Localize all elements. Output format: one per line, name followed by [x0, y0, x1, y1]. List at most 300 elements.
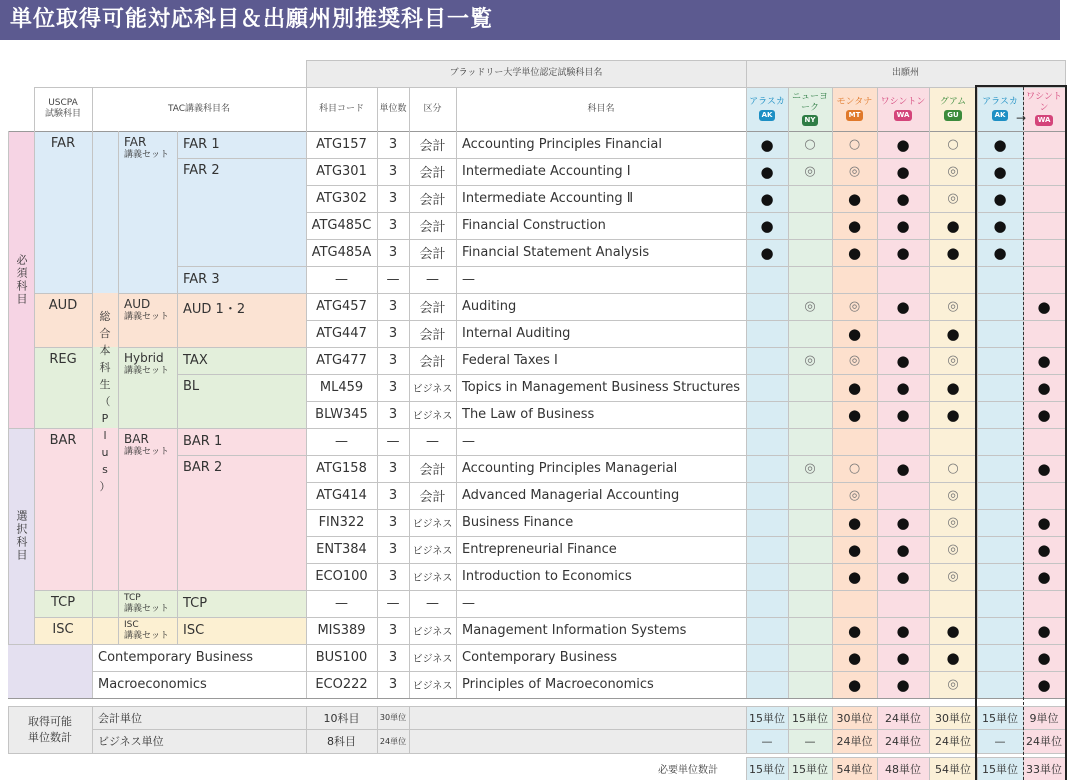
course-credits-text: 3	[388, 299, 398, 314]
mark-symbol: ●	[847, 540, 862, 559]
mark-symbol: ◎	[848, 299, 861, 314]
mark-ny	[788, 563, 832, 590]
state-header-wa	[877, 87, 929, 131]
required-value: 54単位	[935, 762, 971, 776]
exam-bar-label: BAR	[49, 433, 77, 448]
mark-wa	[877, 401, 929, 428]
state-badge: GU	[944, 110, 961, 121]
mark-ny	[788, 347, 832, 374]
course-name-text: Intermediate Accounting Ⅱ	[462, 191, 634, 206]
mark-wa	[1023, 644, 1065, 671]
mark-ak	[746, 428, 788, 455]
mark-wa	[1023, 185, 1065, 212]
exam-tcp	[34, 590, 92, 617]
course-name-text: Federal Taxes I	[462, 353, 558, 368]
mark-ak	[746, 563, 788, 590]
sogo-char: u	[101, 445, 109, 459]
header-tac	[92, 87, 306, 131]
course-category	[409, 131, 456, 158]
mark-ak	[977, 347, 1023, 374]
mark-gu	[929, 320, 977, 347]
mark-ny	[788, 590, 832, 617]
mark-gu	[929, 536, 977, 563]
mark-mt	[832, 671, 877, 698]
course-category-text: 会計	[419, 490, 446, 505]
course-name-text: Principles of Macroeconomics	[462, 677, 654, 692]
summary-value: 9単位	[1029, 711, 1059, 725]
summary-value: 24単位	[935, 735, 971, 748]
tac-tcp	[177, 590, 306, 617]
set-isc	[118, 617, 177, 644]
mark-ak	[746, 671, 788, 698]
mark-ny	[788, 374, 832, 401]
mark-wa	[877, 320, 929, 347]
course-credits	[377, 671, 409, 698]
course-name	[456, 293, 746, 320]
course-category-text: ビジネス	[412, 384, 453, 395]
course-credits	[377, 131, 409, 158]
tac-aud12-label: AUD 1・2	[183, 302, 246, 317]
mark-wa	[877, 374, 929, 401]
mark-gu	[929, 293, 977, 320]
course-category	[409, 266, 456, 293]
mark-ny	[788, 536, 832, 563]
course-credits	[377, 374, 409, 401]
mark-gu	[929, 374, 977, 401]
mark-symbol: ●	[946, 648, 960, 667]
mark-mt	[832, 509, 877, 536]
course-code	[306, 482, 377, 509]
mark-symbol: ●	[847, 243, 862, 262]
mark-wa	[1023, 239, 1065, 266]
course-credits	[377, 320, 409, 347]
course-credits-text: 3	[388, 488, 398, 503]
mark-symbol: ◎	[947, 191, 959, 206]
set-aud-name: AUD	[124, 297, 151, 311]
mark-symbol: ●	[1037, 405, 1051, 424]
course-name-text: Accounting Principles Managerial	[462, 461, 678, 476]
course-code-text: ATG485A	[311, 245, 372, 260]
mark-symbol: ●	[896, 459, 910, 478]
mark-symbol: ●	[896, 513, 910, 532]
course-category	[409, 239, 456, 266]
mark-wa	[877, 428, 929, 455]
mark-wa	[877, 266, 929, 293]
mark-ny	[788, 212, 832, 239]
course-category-text: ビジネス	[412, 411, 453, 422]
mark-gu	[929, 266, 977, 293]
mark-wa	[1023, 509, 1065, 536]
mark-mt	[832, 374, 877, 401]
summary-business-blank	[409, 729, 746, 753]
state-name: アラスカ	[749, 97, 785, 108]
mark-symbol: ●	[896, 351, 910, 370]
mark-symbol: ◎	[947, 569, 959, 584]
summary-accounting-wa	[877, 706, 929, 729]
mark-symbol: ◎	[947, 677, 959, 692]
course-category-text: ビジネス	[412, 519, 453, 530]
mark-symbol: ●	[993, 216, 1007, 235]
course-credits-text: 3	[388, 326, 398, 341]
sogo-char: ）	[99, 479, 111, 493]
course-code	[306, 293, 377, 320]
course-code	[306, 590, 377, 617]
course-category-text: ビジネス	[412, 681, 453, 692]
course-code-text: ATG447	[316, 326, 367, 341]
course-credits-text: 3	[388, 353, 398, 368]
course-credits-text: 3	[388, 650, 398, 665]
mark-symbol: ◎	[804, 299, 816, 314]
mark-symbol: ●	[1037, 513, 1051, 532]
course-category-text: —	[426, 434, 439, 449]
course-code-text: MIS389	[317, 623, 366, 638]
mark-mt	[832, 563, 877, 590]
mark-symbol: ○	[848, 137, 861, 152]
mark-ak	[977, 671, 1023, 698]
mark-gu	[929, 131, 977, 158]
tac-contemporary-label: Contemporary Business	[98, 650, 254, 665]
sogo-char: 生	[99, 377, 111, 391]
summary-count-text: 8科目	[327, 735, 356, 748]
mark-ak	[746, 347, 788, 374]
mark-ny	[788, 482, 832, 509]
course-name	[456, 644, 746, 671]
mark-symbol: ●	[946, 378, 960, 397]
mark-symbol: ●	[896, 648, 910, 667]
mark-gu	[929, 185, 977, 212]
mark-wa	[1023, 590, 1065, 617]
set-isc-name: ISC	[124, 620, 139, 631]
mark-symbol: ●	[847, 216, 862, 235]
tac-bar2	[177, 455, 306, 590]
mark-ak	[977, 158, 1023, 185]
required-value: 15単位	[982, 762, 1018, 776]
course-credits-text: 3	[388, 245, 398, 260]
mark-ak	[977, 482, 1023, 509]
mark-ny	[788, 401, 832, 428]
mark-symbol: ●	[993, 189, 1007, 208]
mark-symbol: ●	[896, 405, 910, 424]
course-code-text: BLW345	[315, 407, 368, 422]
set-far-suffix: 講義セット	[124, 149, 170, 160]
summary-business-count	[306, 729, 377, 753]
mark-wa	[877, 293, 929, 320]
mark-ak	[977, 266, 1023, 293]
mark-symbol: ●	[760, 162, 774, 181]
summary-business-label	[92, 729, 306, 753]
course-code	[306, 239, 377, 266]
course-category-text: 会計	[419, 220, 446, 235]
mark-symbol: ●	[847, 378, 862, 397]
mark-ak	[977, 293, 1023, 320]
summary-value: 30単位	[836, 711, 873, 725]
mark-mt	[832, 212, 877, 239]
course-category	[409, 158, 456, 185]
mark-symbol: ●	[760, 243, 774, 262]
course-credits	[377, 185, 409, 212]
course-category	[409, 671, 456, 698]
mark-ak	[746, 212, 788, 239]
mark-gu	[929, 347, 977, 374]
sogo-honkasei	[92, 293, 118, 509]
mark-ny	[788, 428, 832, 455]
state-name: モンタナ	[836, 97, 873, 108]
course-name	[456, 131, 746, 158]
required-label-text: 必要単位数計	[658, 765, 718, 776]
mark-symbol: ◎	[804, 353, 816, 368]
mark-symbol: ●	[896, 243, 910, 262]
mark-ak	[977, 185, 1023, 212]
mark-symbol: ◎	[947, 488, 959, 503]
mark-ak	[746, 239, 788, 266]
mark-symbol: ●	[896, 189, 910, 208]
mark-symbol: ◎	[848, 353, 861, 368]
mark-symbol: ●	[1037, 675, 1051, 694]
course-credits-text: 3	[388, 191, 398, 206]
group-other	[8, 644, 92, 698]
mark-gu	[929, 644, 977, 671]
course-category-text: 会計	[419, 301, 446, 316]
course-code	[306, 563, 377, 590]
mark-ak	[977, 590, 1023, 617]
mark-wa	[1023, 374, 1065, 401]
mark-symbol: ●	[760, 135, 774, 154]
mark-ak	[977, 509, 1023, 536]
tac-macro-label: Macroeconomics	[98, 677, 207, 692]
course-category	[409, 455, 456, 482]
course-name	[456, 185, 746, 212]
course-code	[306, 455, 377, 482]
course-name-text: —	[462, 596, 475, 611]
mark-gu	[929, 212, 977, 239]
mark-symbol: ●	[1037, 459, 1051, 478]
course-code-text: ECO100	[315, 569, 368, 584]
mark-ak	[746, 374, 788, 401]
mark-symbol: ◎	[848, 164, 861, 179]
course-credits	[377, 239, 409, 266]
mark-symbol: ●	[1037, 540, 1051, 559]
mark-ak	[977, 212, 1023, 239]
set-reg	[118, 347, 177, 428]
summary-value: —	[994, 734, 1006, 748]
summary-business-units	[377, 729, 409, 753]
course-credits-text: 3	[388, 677, 398, 692]
state-name: ワシントン	[880, 97, 926, 108]
mark-mt	[832, 482, 877, 509]
mark-mt	[832, 428, 877, 455]
course-name	[456, 212, 746, 239]
course-name-text: Auditing	[462, 299, 517, 314]
required-wa	[1023, 757, 1065, 780]
mark-symbol: ●	[1037, 378, 1051, 397]
mark-symbol: ●	[946, 243, 960, 262]
summary-value: 24単位	[1026, 735, 1062, 748]
tac-bl-label: BL	[183, 379, 200, 394]
mark-symbol: ●	[847, 513, 862, 532]
course-code	[306, 185, 377, 212]
sogo-band-far	[92, 131, 118, 293]
summary-value: 15単位	[792, 711, 828, 725]
course-credits-text: —	[386, 434, 400, 449]
header-uscpa	[34, 87, 92, 131]
course-code-text: ATG158	[316, 461, 367, 476]
exam-far	[34, 131, 92, 293]
mark-gu	[929, 401, 977, 428]
mark-mt	[832, 455, 877, 482]
tac-tax	[177, 347, 306, 374]
mark-symbol: ◎	[947, 299, 959, 314]
required-value: 15単位	[749, 762, 785, 776]
course-credits	[377, 428, 409, 455]
course-category-text: 会計	[419, 355, 446, 370]
course-name-text: The Law of Business	[462, 407, 595, 422]
course-credits	[377, 590, 409, 617]
course-category-text: ビジネス	[412, 546, 453, 557]
mark-symbol: ●	[1037, 567, 1051, 586]
set-isc-suffix: 講義セット	[124, 630, 170, 641]
header-bradley-label: ブラッドリー大学単位認定試験科目名	[449, 68, 603, 79]
mark-gu	[929, 239, 977, 266]
course-code-text: ECO222	[315, 677, 368, 692]
course-name-text: Financial Construction	[462, 218, 606, 233]
course-credits	[377, 212, 409, 239]
mark-ak	[746, 455, 788, 482]
mark-gu	[929, 158, 977, 185]
mark-wa	[877, 347, 929, 374]
mark-ak	[746, 617, 788, 644]
mark-mt	[832, 266, 877, 293]
course-category-text: —	[426, 596, 439, 611]
course-code	[306, 428, 377, 455]
sogo-char: P	[101, 411, 109, 425]
summary-value: 30単位	[935, 711, 971, 725]
mark-wa	[1023, 671, 1065, 698]
mark-mt	[832, 239, 877, 266]
mark-ak	[746, 320, 788, 347]
tac-isc	[177, 617, 306, 644]
course-credits	[377, 509, 409, 536]
course-code	[306, 536, 377, 563]
course-code	[306, 347, 377, 374]
course-category	[409, 563, 456, 590]
required-ny	[788, 757, 832, 780]
mark-symbol: ●	[760, 216, 774, 235]
tac-aud12	[177, 293, 306, 347]
tac-contemporary	[92, 644, 306, 671]
mark-ak	[746, 590, 788, 617]
exam-isc-label: ISC	[52, 622, 74, 637]
mark-wa	[877, 563, 929, 590]
header-tac-label: TAC講義科目名	[167, 103, 231, 114]
summary-count-text: 10科目	[323, 711, 360, 725]
mark-ak	[977, 239, 1023, 266]
mark-gu	[929, 455, 977, 482]
mark-wa	[877, 185, 929, 212]
mark-ak	[746, 401, 788, 428]
tac-far3	[177, 266, 306, 293]
mark-mt	[832, 617, 877, 644]
course-name	[456, 266, 746, 293]
required-value: 48単位	[885, 762, 921, 776]
mark-ak	[746, 266, 788, 293]
course-credits	[377, 266, 409, 293]
course-code-text: ML459	[319, 380, 364, 395]
mark-mt	[832, 158, 877, 185]
mark-gu	[929, 590, 977, 617]
mark-ak	[977, 536, 1023, 563]
course-name	[456, 374, 746, 401]
set-bar	[118, 428, 177, 590]
course-code	[306, 212, 377, 239]
mark-symbol: ◎	[804, 461, 816, 476]
mark-ak	[746, 536, 788, 563]
mark-gu	[929, 482, 977, 509]
mark-symbol: ○	[947, 137, 959, 152]
course-code-text: —	[335, 272, 348, 287]
summary-accounting-ak	[977, 706, 1023, 729]
mark-symbol: ●	[896, 162, 910, 181]
course-category	[409, 428, 456, 455]
sogo-char: 科	[99, 360, 111, 374]
sogo-char: （	[99, 394, 111, 408]
mark-mt	[832, 347, 877, 374]
summary-value: 24単位	[885, 735, 921, 748]
required-ak	[746, 757, 788, 780]
course-credits	[377, 644, 409, 671]
course-code-text: —	[335, 434, 348, 449]
sogo-char: s	[102, 462, 108, 476]
course-category	[409, 320, 456, 347]
exam-isc	[34, 617, 92, 644]
mark-ak	[746, 131, 788, 158]
mark-ny	[788, 320, 832, 347]
set-reg-suffix: 講義セット	[124, 365, 170, 376]
state-name: ワシントン	[1026, 91, 1062, 113]
mark-ak	[746, 509, 788, 536]
mark-ak	[977, 617, 1023, 644]
mark-symbol: ●	[896, 297, 910, 316]
course-name-text: Internal Auditing	[462, 326, 571, 341]
set-tcp-name: TCP	[124, 593, 141, 604]
mark-ny	[788, 671, 832, 698]
mark-wa	[877, 590, 929, 617]
mark-mt	[832, 185, 877, 212]
course-name	[456, 509, 746, 536]
summary-value: 15単位	[749, 711, 785, 725]
summary-business-ak	[977, 729, 1023, 753]
summary-accounting-count	[306, 706, 377, 729]
course-code	[306, 320, 377, 347]
course-category	[409, 347, 456, 374]
course-name-text: Entrepreneurial Finance	[462, 542, 617, 557]
summary-business-gu	[929, 729, 977, 753]
mark-wa	[877, 509, 929, 536]
course-name	[456, 590, 746, 617]
course-code	[306, 131, 377, 158]
state-header-mt	[832, 87, 877, 131]
course-name-text: Accounting Principles Financial	[462, 137, 662, 152]
mark-wa	[877, 482, 929, 509]
set-tcp-suffix: 講義セット	[124, 603, 170, 614]
mark-symbol: ●	[896, 540, 910, 559]
mark-symbol: ●	[946, 324, 960, 343]
set-aud-suffix: 講義セット	[124, 311, 170, 322]
required-value: 33単位	[1026, 762, 1062, 776]
summary-accounting-mt	[832, 706, 877, 729]
mark-wa	[877, 212, 929, 239]
set-tcp	[118, 590, 177, 617]
tac-tax-label: TAX	[183, 353, 208, 368]
